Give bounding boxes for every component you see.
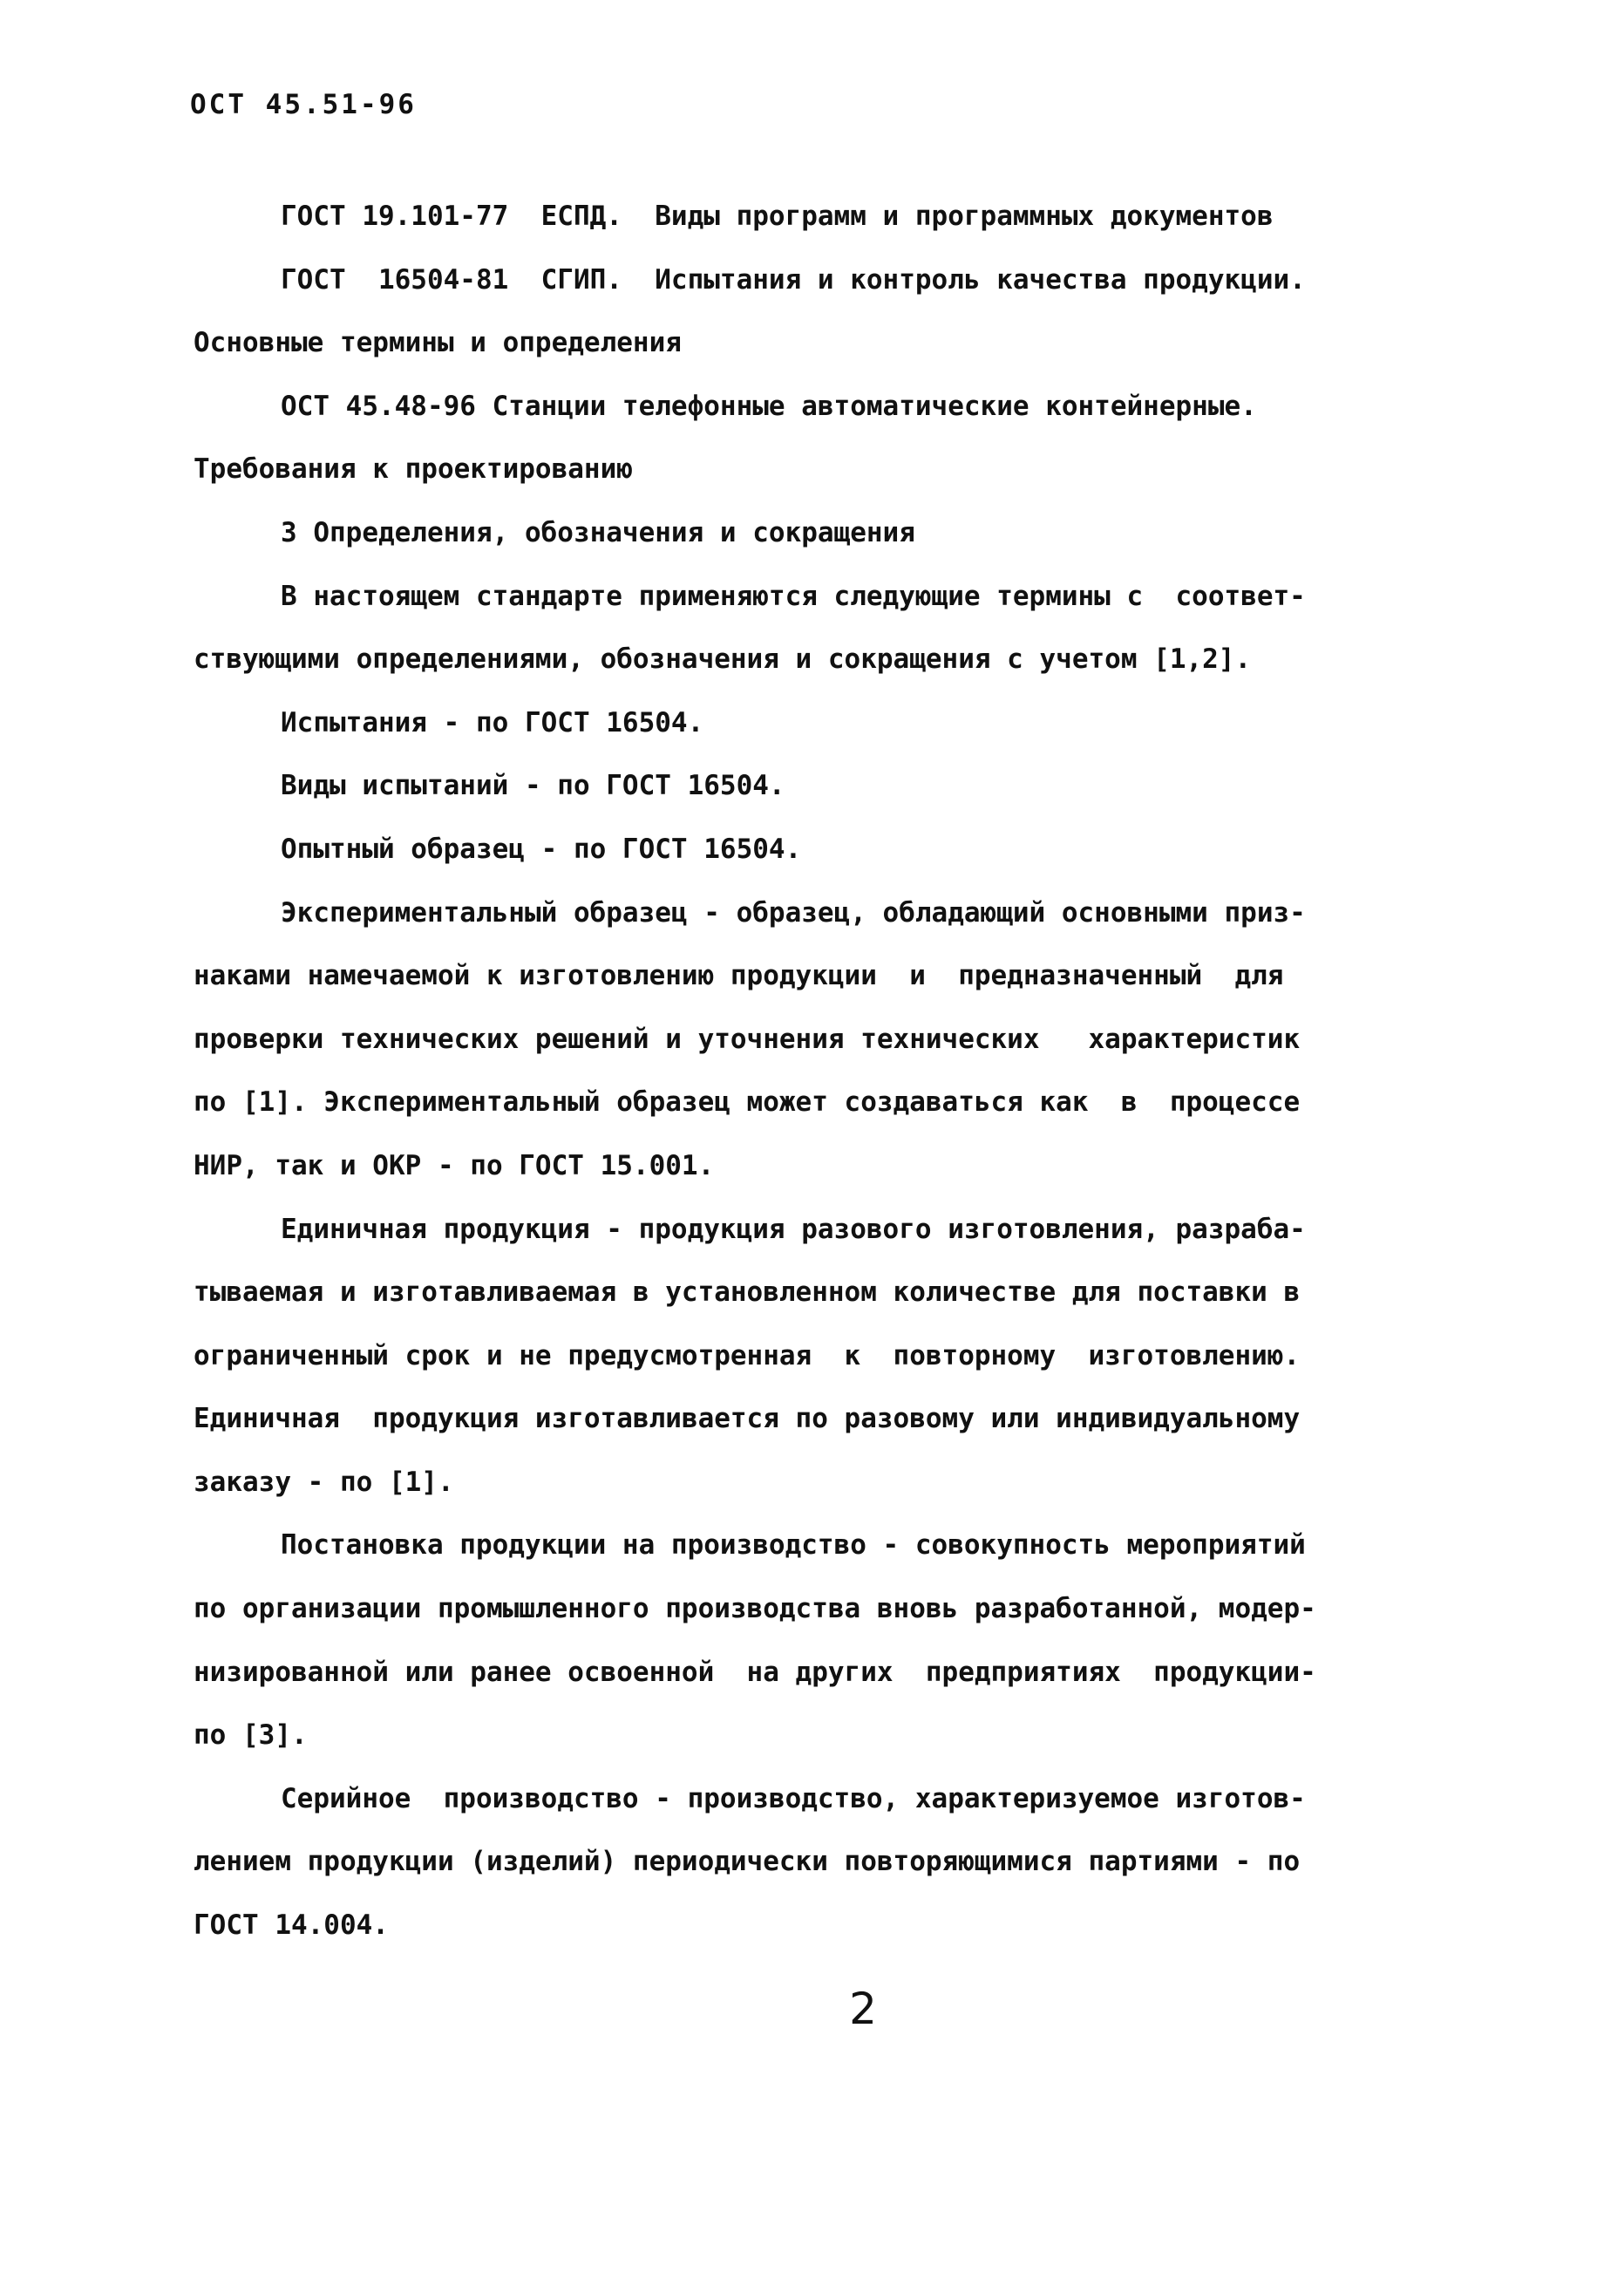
unit-product-line-1: Единичная продукция - продукция разового изготовления, разраба- bbox=[281, 1213, 1306, 1245]
serial-production-line-2: лением продукции (изделий) периодически повторяющимися партиями - по bbox=[194, 1846, 1301, 1878]
reference-ost-4548-line2: Требования к проектированию bbox=[194, 453, 633, 486]
production-launch-line-4: по [3]. bbox=[194, 1719, 308, 1752]
unit-product-line-4: Единичная продукция изготавливается по разовому или индивидуальному bbox=[194, 1403, 1301, 1435]
unit-product-line-2: тываемая и изготавливаемая в установленном количестве для поставки в bbox=[194, 1276, 1301, 1309]
page-number: 2 bbox=[849, 1984, 877, 2034]
unit-product-line-3: ограниченный срок и не предусмотренная к повторному изготовлению. bbox=[194, 1339, 1301, 1371]
reference-gost-16504-line2: Основные термины и определения bbox=[194, 327, 682, 359]
definition-test-types: Виды испытаний - по ГОСТ 16504. bbox=[281, 770, 785, 802]
experimental-sample-line-4: по [1]. Экспериментальный образец может создаваться как в процессе bbox=[194, 1086, 1301, 1119]
section-heading: 3 Определения, обозначения и сокращения bbox=[281, 516, 915, 548]
definition-prototype: Опытный образец - по ГОСТ 16504. bbox=[281, 833, 802, 865]
reference-gost-16504-line1: ГОСТ 16504-81 СГИП. Испытания и контроль качества продукции. bbox=[281, 263, 1306, 296]
document-body bbox=[194, 185, 1458, 1957]
serial-production-line-1: Серийное производство - производство, характеризуемое изготов- bbox=[281, 1782, 1306, 1814]
serial-production-line-3: ГОСТ 14.004. bbox=[194, 1909, 389, 1942]
experimental-sample-line-3: проверки технических решений и уточнения технических характеристик bbox=[194, 1023, 1301, 1055]
experimental-sample-line-2: наками намечаемой к изготовлению продукции и предназначенный для bbox=[194, 960, 1284, 992]
definition-tests: Испытания - по ГОСТ 16504. bbox=[281, 706, 704, 738]
reference-gost-19101: ГОСТ 19.101-77 ЕСПД. Виды программ и программных документов bbox=[281, 201, 1274, 232]
experimental-sample-line-1: Экспериментальный образец - образец, обладающий основными приз- bbox=[281, 896, 1306, 929]
production-launch-line-2: по организации промышленного производства вновь разработанной, модер- bbox=[194, 1593, 1316, 1625]
production-launch-line-3: низированной или ранее освоенной на других предприятиях продукции- bbox=[194, 1656, 1316, 1688]
unit-product-line-5: заказу - по [1]. bbox=[194, 1466, 454, 1498]
intro-line-1: В настоящем стандарте применяются следующие термины с соответ- bbox=[281, 580, 1306, 612]
production-launch-line-1: Постановка продукции на производство - совокупность мероприятий bbox=[281, 1529, 1306, 1562]
intro-line-2: ствующими определениями, обозначения и сокращения с учетом [1,2]. bbox=[194, 643, 1252, 676]
reference-ost-4548-line1: ОСТ 45.48-96 Станции телефонные автоматические контейнерные. bbox=[281, 390, 1257, 422]
document-code-header: ОСТ 45.51-96 bbox=[190, 89, 417, 120]
experimental-sample-line-5: НИР, так и ОКР - по ГОСТ 15.001. bbox=[194, 1149, 715, 1181]
